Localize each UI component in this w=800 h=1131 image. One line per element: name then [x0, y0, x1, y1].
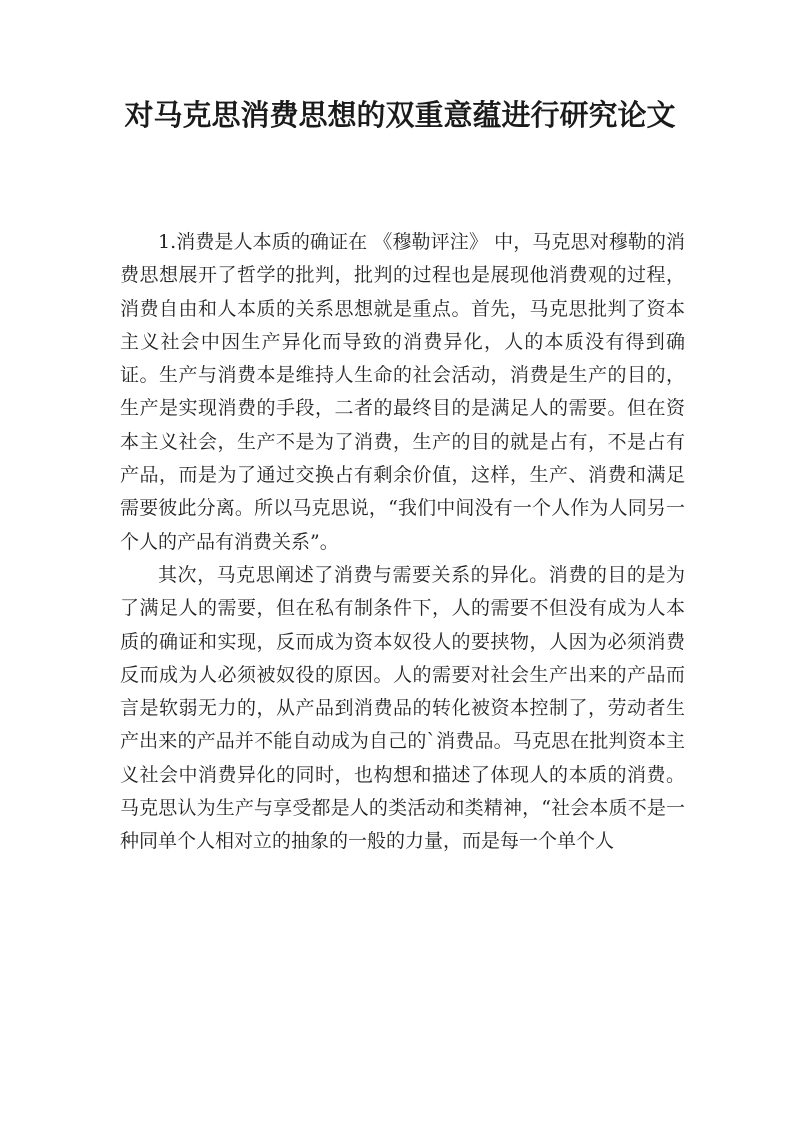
paragraph-1: 1.消费是人本质的确证在 《穆勒评注》 中，马克思对穆勒的消费思想展开了哲学的批判，批判的过程也是展现他消费观的过程，消费自由和人本质的关系思想就是重点。首先，马克思批判了资本主义社会中因生产异化而导致的消费异化，人的本质没有得到确证。生产与消费本是维持人生命的社会活动，消费是生产的目的，生产是实现消费的手段，二者的最终目的是满足人的需要。但在资本主义社会，生产不是为了消费，生产的目的就是占有，不是占有产品，而是为了通过交换占有剩余价值，这样，生产、消费和满足需要彼此分离。所以马克思说，“我们中间没有一个人作为人同另一个人的产品有消费关系”。: [120, 231, 685, 553]
document-body: [120, 226, 685, 859]
document-title: 对马克思消费思想的双重意蕴进行研究论文: [124, 98, 676, 132]
paragraph-2: 其次，马克思阐述了消费与需要关系的异化。消费的目的是为了满足人的需要，但在私有制条件下，人的需要不但没有成为人本质的确证和实现，反而成为资本奴役人的要挟物，人因为必须消费反而成为人必须被奴役的原因。人的需要对社会生产出来的产品而言是软弱无力的，从产品到消费品的转化被资本控制了，劳动者生产出来的产品并不能自动成为自己的`消费品。马克思在批判资本主义社会中消费异化的同时，也构想和描述了体现人的本质的消费。马克思认为生产与享受都是人的类活动和类精神，“社会本质不是一种同单个人相对立的抽象的一般的力量，而是每一个单个人: [120, 563, 685, 853]
